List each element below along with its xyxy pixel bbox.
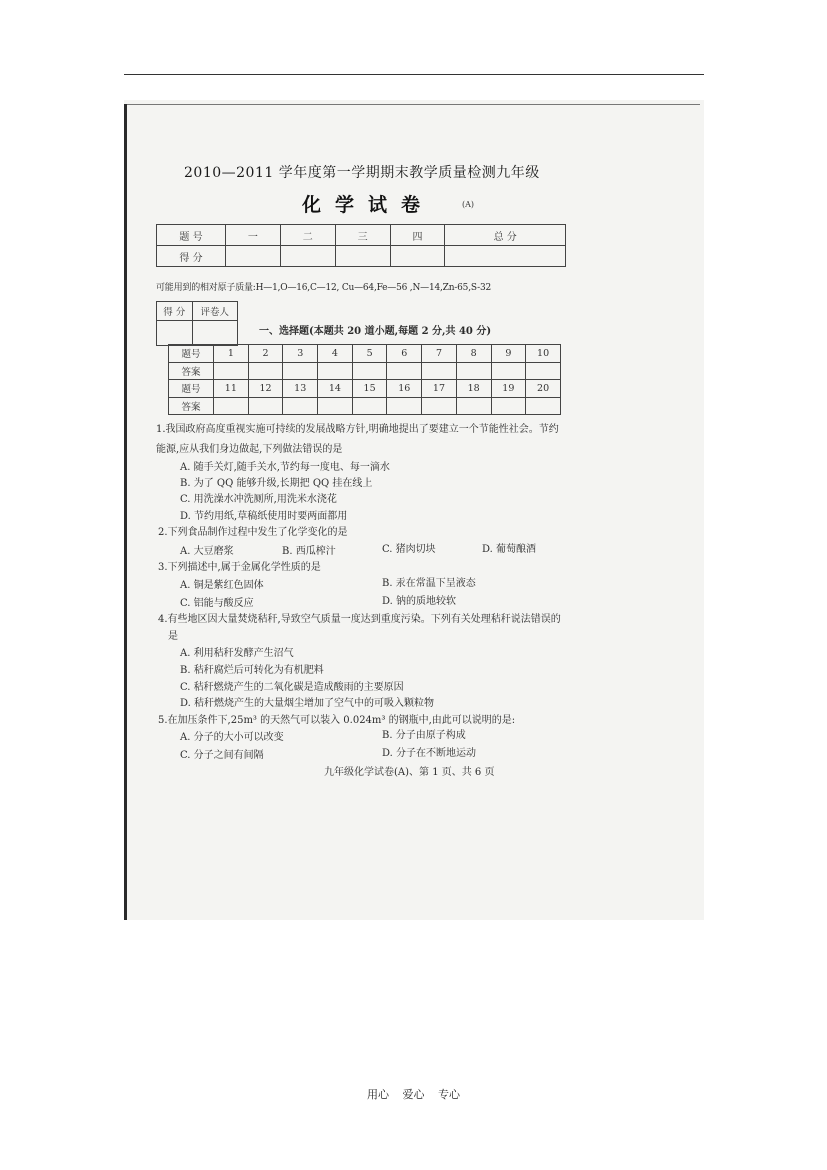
answer-cell xyxy=(491,362,526,380)
score-header-cell: 一 xyxy=(226,225,281,246)
question-number-cell: 10 xyxy=(526,345,561,363)
answer-row-label: 答案 xyxy=(169,397,214,415)
scanned-exam-page xyxy=(124,100,704,920)
question-2-option-d: D. 葡萄酿酒 xyxy=(482,544,537,555)
score-cell xyxy=(335,246,390,267)
question-number-cell: 11 xyxy=(214,380,249,398)
score-header-row xyxy=(157,225,566,246)
answer-cell xyxy=(318,397,353,415)
answer-cell xyxy=(352,362,387,380)
answer-cell xyxy=(283,362,318,380)
header-rule xyxy=(124,74,704,75)
score-row-label: 得 分 xyxy=(157,246,226,267)
question-5-option-b: B. 分子由原子构成 xyxy=(382,730,466,741)
answer-cell xyxy=(214,362,249,380)
question-number-cell: 1 xyxy=(214,345,249,363)
atomic-masses-note: 可能用到的相对原子质量:H—1,O—16,C—12, Cu—64,Fe—56 ,N—14,Zn-65,S-32 xyxy=(156,283,492,293)
question-5-option-a: A. 分子的大小可以改变 xyxy=(180,732,284,743)
question-2-option-c: C. 猪肉切块 xyxy=(382,544,436,555)
question-number-cell: 17 xyxy=(422,380,457,398)
question-1-stem: 1.我国政府高度重视实施可持续的发展战略方针,明确地提出了要建立一个节能性社会。节约 xyxy=(156,424,559,435)
question-number-cell: 13 xyxy=(283,380,318,398)
question-number-cell: 18 xyxy=(456,380,491,398)
answer-sheet-table xyxy=(168,344,561,415)
question-number-cell: 4 xyxy=(318,345,353,363)
answer-cell xyxy=(526,397,561,415)
question-3-stem: 3.下列描述中,属于金属化学性质的是 xyxy=(158,562,321,573)
answer-cell xyxy=(387,397,422,415)
question-3-option-c: C. 铝能与酸反应 xyxy=(180,598,254,609)
footer-motto: 用心 爱心 专心 xyxy=(367,1088,460,1101)
question-5-option-c: C. 分子之间有间隔 xyxy=(180,750,264,761)
answer-cell xyxy=(248,397,283,415)
answer-cell xyxy=(422,362,457,380)
question-row-label: 题号 xyxy=(169,380,214,398)
grader-name-label: 评卷人 xyxy=(192,302,238,321)
question-number-cell: 9 xyxy=(491,345,526,363)
question-number-cell: 2 xyxy=(248,345,283,363)
question-number-cell: 20 xyxy=(526,380,561,398)
question-1-option-d: D. 节约用纸,草稿纸使用时要两面都用 xyxy=(180,511,348,522)
question-number-cell: 7 xyxy=(422,345,457,363)
grader-header-row xyxy=(157,302,238,321)
question-number-cell: 12 xyxy=(248,380,283,398)
answer-cell xyxy=(318,362,353,380)
question-2-stem: 2.下列食品制作过程中发生了化学变化的是 xyxy=(158,527,348,538)
question-number-cell: 16 xyxy=(387,380,422,398)
grader-score-label: 得 分 xyxy=(157,302,193,321)
answer-row-label: 答案 xyxy=(169,362,214,380)
answer-cell xyxy=(422,397,457,415)
subject-title: 化学试卷 xyxy=(302,194,435,216)
question-number-row xyxy=(169,345,561,363)
question-1-stem-cont: 能源,应从我们身边做起,下列做法错误的是 xyxy=(156,444,343,455)
answer-cell xyxy=(248,362,283,380)
answer-cell xyxy=(491,397,526,415)
score-cell xyxy=(390,246,445,267)
scan-top-edge xyxy=(124,104,700,105)
page-footer: 九年级化学试卷(A)、第 1 页、共 6 页 xyxy=(324,767,495,778)
score-header-cell: 题 号 xyxy=(157,225,226,246)
score-summary-table xyxy=(156,224,566,267)
question-2-option-a: A. 大豆磨浆 xyxy=(180,546,234,557)
question-4-option-d: D. 秸秆燃烧产生的大量烟尘增加了空气中的可吸入颗粒物 xyxy=(180,698,435,709)
question-number-row xyxy=(169,380,561,398)
answer-cell xyxy=(526,362,561,380)
question-row-label: 题号 xyxy=(169,345,214,363)
question-number-cell: 3 xyxy=(283,345,318,363)
question-3-option-d: D. 钠的质地较软 xyxy=(382,596,457,607)
score-header-cell: 四 xyxy=(390,225,445,246)
score-header-cell: 二 xyxy=(280,225,335,246)
grader-value-row xyxy=(157,321,238,346)
question-5-option-d: D. 分子在不断地运动 xyxy=(382,748,477,759)
answer-cell xyxy=(456,397,491,415)
answer-cell xyxy=(214,397,249,415)
answer-cell xyxy=(352,397,387,415)
question-1-option-b: B. 为了 QQ 能够升级,长期把 QQ 挂在线上 xyxy=(180,478,373,489)
score-cell xyxy=(226,246,281,267)
grader-name-cell xyxy=(192,321,238,346)
question-number-cell: 19 xyxy=(491,380,526,398)
answer-cell xyxy=(283,397,318,415)
question-number-cell: 8 xyxy=(456,345,491,363)
question-number-cell: 5 xyxy=(352,345,387,363)
question-4-option-c: C. 秸秆燃烧产生的二氧化碳是造成酸雨的主要原因 xyxy=(180,682,404,693)
grader-table xyxy=(156,301,238,346)
question-number-cell: 6 xyxy=(387,345,422,363)
grader-score-cell xyxy=(157,321,193,346)
answer-cell xyxy=(456,362,491,380)
question-2-option-b: B. 西瓜榨汁 xyxy=(282,546,336,557)
score-cell xyxy=(280,246,335,267)
exam-title: 2010—2011 学年度第一学期期末教学质量检测九年级 xyxy=(184,165,540,181)
question-3-option-b: B. 汞在常温下呈液态 xyxy=(382,578,476,589)
question-4-option-b: B. 秸秆腐烂后可转化为有机肥料 xyxy=(180,665,324,676)
score-header-cell: 总 分 xyxy=(445,225,566,246)
question-3-option-a: A. 铜是紫红色固体 xyxy=(180,580,264,591)
score-cell xyxy=(445,246,566,267)
answer-row xyxy=(169,362,561,380)
question-1-option-c: C. 用洗澡水冲洗厕所,用洗米水浇花 xyxy=(180,494,337,505)
score-header-cell: 三 xyxy=(335,225,390,246)
question-4-option-a: A. 利用秸秆发酵产生沼气 xyxy=(180,648,294,659)
scan-left-edge xyxy=(124,104,127,920)
subject-version: (A) xyxy=(462,200,475,209)
question-4-stem: 4.有些地区因大量焚烧秸秆,导致空气质量一度达到重度污染。下列有关处理秸秆说法错误的 xyxy=(158,614,561,625)
question-number-cell: 14 xyxy=(318,380,353,398)
answer-row xyxy=(169,397,561,415)
score-value-row xyxy=(157,246,566,267)
answer-cell xyxy=(387,362,422,380)
question-5-stem: 5.在加压条件下,25m³ 的天然气可以装入 0.024m³ 的钢瓶中,由此可以说明的是: xyxy=(158,715,516,726)
question-number-cell: 15 xyxy=(352,380,387,398)
question-4-stem-cont: 是 xyxy=(168,631,178,642)
section-heading: 一、选择题(本题共 20 道小题,每题 2 分,共 40 分) xyxy=(259,326,492,337)
question-1-option-a: A. 随手关灯,随手关水,节约每一度电、每一滴水 xyxy=(180,462,390,473)
